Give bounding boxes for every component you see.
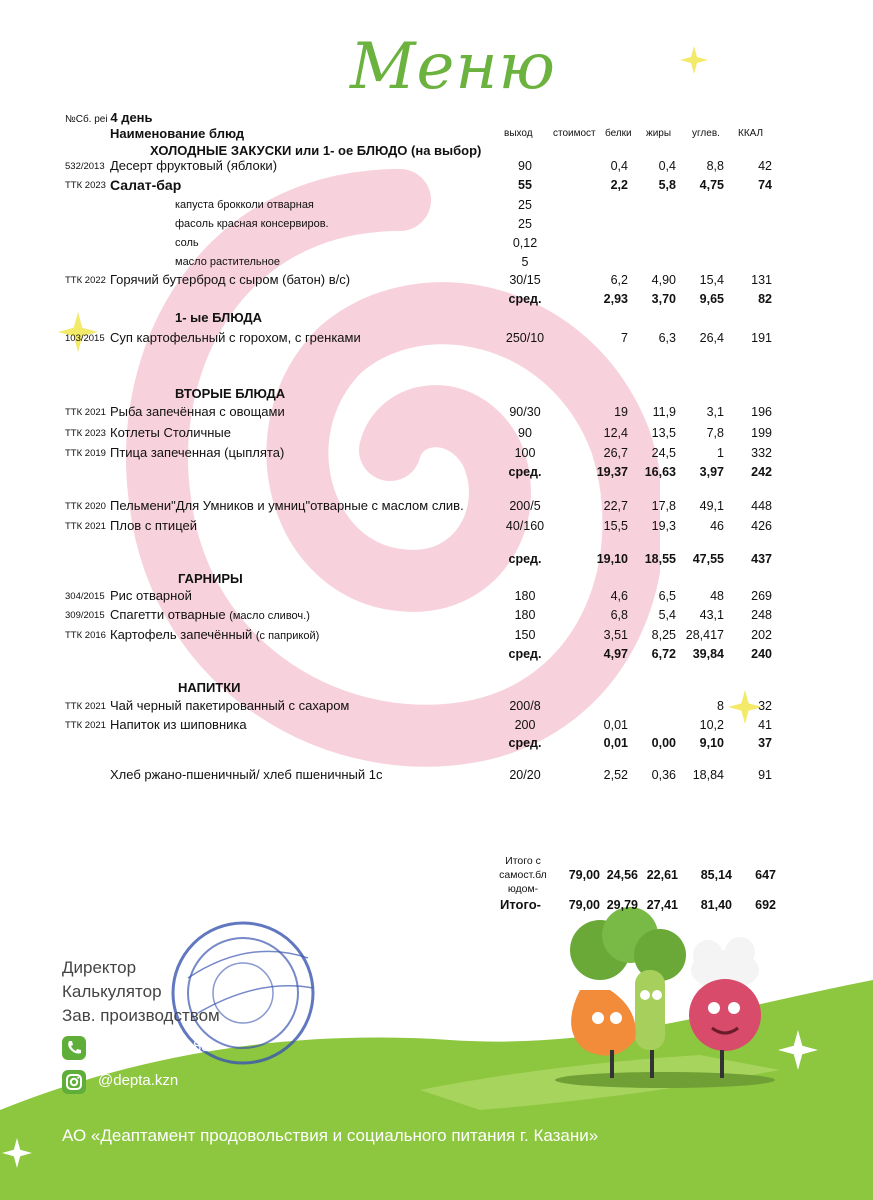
row-protein: 0,4: [610, 159, 628, 173]
sparkle-icon: [680, 46, 708, 74]
row-fat: 4,90: [651, 273, 676, 287]
row-dish-name: Напиток из шиповника: [110, 717, 247, 732]
row-carbs: 4,75: [699, 178, 724, 192]
total1-kcal: 647: [755, 868, 776, 882]
row-carbs: 18,84: [692, 768, 724, 782]
row-dish-name: Чай черный пакетированный с сахаром: [110, 698, 350, 713]
row-code: ТТК 2022: [65, 275, 106, 286]
row-carbs: 3,1: [706, 405, 724, 419]
row-dish-name: Суп картофельный с горохом, с гренками: [110, 330, 361, 345]
instagram-icon: [62, 1070, 86, 1094]
row-carbs: 10,2: [699, 718, 724, 732]
row-fat: 6,3: [658, 331, 676, 345]
row-protein: 2,52: [603, 768, 628, 782]
row-fat: 17,8: [651, 499, 676, 513]
phone-icon: [62, 1036, 86, 1060]
doc-number-label: [65, 110, 153, 125]
row-dish-name: [110, 607, 310, 624]
row-kcal: 91: [758, 768, 772, 782]
row-code: 103/2015: [65, 333, 105, 344]
row-fat: 6,5: [658, 589, 676, 603]
row-code: ТТК 2023: [65, 180, 106, 191]
row-code: 309/2015: [65, 610, 105, 621]
row-fat: 5,8: [658, 178, 676, 192]
row-fat: 8,25: [651, 628, 676, 642]
header-fat: жиры: [646, 128, 672, 139]
header-protein: белки: [605, 128, 632, 139]
row-protein: 2,93: [603, 292, 628, 306]
row-code: ТТК 2019: [65, 448, 106, 459]
row-output: 40/160: [505, 519, 545, 533]
row-kcal: 332: [751, 446, 772, 460]
row-fat: 0,00: [651, 736, 676, 750]
total2-protein: 29,79: [606, 898, 638, 912]
row-output: 150: [514, 628, 536, 642]
row-fat: 19,3: [651, 519, 676, 533]
row-code: ТТК 2021: [65, 720, 106, 731]
row-protein: 19,37: [596, 465, 628, 479]
row-dish-note: (с паприкой): [255, 630, 320, 642]
row-dish-name: Птица запеченная (цыплята): [110, 445, 285, 460]
row-kcal: 448: [751, 499, 772, 513]
row-protein: 22,7: [603, 499, 628, 513]
row-output: 250/10: [505, 331, 545, 345]
row-output: 100: [514, 446, 536, 460]
row-output: сред.: [508, 292, 542, 306]
row-dish-name-text: Спагетти отварные: [110, 607, 226, 622]
row-dish-name: Салат-бар: [110, 177, 182, 193]
row-dish-name: Рис отварной: [110, 588, 192, 603]
row-protein: 12,4: [603, 426, 628, 440]
section-second-courses: ВТОРЫЕ БЛЮДА: [175, 386, 286, 401]
row-carbs: 8: [717, 699, 724, 713]
totals-label-line: юдом-: [507, 883, 539, 895]
row-kcal: 32: [758, 699, 772, 713]
row-protein: 7: [621, 331, 628, 345]
row-output: 30/15: [509, 273, 541, 287]
row-dish-name: Плов с птицей: [110, 518, 197, 533]
row-fat: 16,63: [644, 465, 676, 479]
row-protein: 0,01: [603, 736, 628, 750]
row-kcal: 426: [751, 519, 772, 533]
header-carbs: углев.: [692, 128, 720, 139]
row-output: сред.: [508, 736, 542, 750]
row-output: 90/30: [509, 405, 541, 419]
row-output: 25: [518, 198, 532, 212]
section-cold-appetizers: ХОЛОДНЫЕ ЗАКУСКИ или 1- ое БЛЮДО (на выбор): [150, 143, 482, 158]
row-fat: 5,4: [658, 608, 676, 622]
row-kcal: 437: [751, 552, 772, 566]
row-fat: 13,5: [651, 426, 676, 440]
row-dish-name: Пельмени"Для Умников и умниц"отварные с маслом слив.: [110, 498, 464, 513]
row-output: 200/5: [509, 499, 541, 513]
total2-cost: 79,00: [568, 898, 600, 912]
row-carbs: 49,1: [699, 499, 724, 513]
row-protein: 4,97: [603, 647, 628, 661]
row-output: 180: [514, 589, 536, 603]
row-dish-name: фасоль красная консервиров.: [175, 218, 329, 230]
total1-carbs: 85,14: [700, 868, 732, 882]
row-dish-name: масло растительное: [175, 256, 280, 268]
row-output: 90: [518, 426, 532, 440]
row-protein: 4,6: [610, 589, 628, 603]
header-cost: стоимост: [553, 128, 596, 139]
row-carbs: 43,1: [699, 608, 724, 622]
row-output: 90: [518, 159, 532, 173]
total1-fat: 22,61: [646, 868, 678, 882]
role-production-manager: Зав. производством: [62, 1006, 220, 1025]
section-first-courses: 1- ые БЛЮДА: [175, 310, 262, 325]
row-protein: 2,2: [610, 178, 628, 192]
row-carbs: 39,84: [692, 647, 724, 661]
totals-label: Итого-: [500, 897, 541, 912]
row-dish-name: Хлеб ржано-пшеничный/ хлеб пшеничный 1с: [110, 767, 383, 782]
page-title: Меню: [350, 30, 556, 104]
row-fat: 6,72: [651, 647, 676, 661]
row-protein: 19,10: [596, 552, 628, 566]
row-code: ТТК 2021: [65, 521, 106, 532]
header-name: Наименование блюд: [110, 126, 245, 141]
row-kcal: 42: [758, 159, 772, 173]
row-protein: 6,2: [610, 273, 628, 287]
doc-number-label-text: №Сб. реі: [65, 114, 108, 125]
row-dish-name: Десерт фруктовый (яблоки): [110, 158, 278, 173]
row-code: ТТК 2020: [65, 501, 106, 512]
row-dish-name: Горячий бутерброд с сыром (батон) в/с): [110, 272, 351, 287]
row-output: 55: [518, 178, 532, 192]
total2-carbs: 81,40: [700, 898, 732, 912]
header-output: выход: [504, 128, 533, 139]
row-carbs: 28,417: [685, 628, 724, 642]
row-output: 5: [521, 255, 529, 269]
section-drinks: НАПИТКИ: [178, 680, 241, 695]
total2-kcal: 692: [755, 898, 776, 912]
row-dish-name: капуста брокколи отварная: [175, 199, 314, 211]
phone-number[interactable]: 8(800)234-33-88: [98, 1038, 210, 1055]
row-dish-name: Рыба запечённая с овощами: [110, 404, 285, 419]
row-dish-name: Котлеты Столичные: [110, 425, 231, 440]
row-protein: 6,8: [610, 608, 628, 622]
row-carbs: 46: [710, 519, 724, 533]
role-calculator: Калькулятор: [62, 982, 162, 1001]
totals-label-line: самост.бл: [499, 869, 547, 881]
row-carbs: 3,97: [699, 465, 724, 479]
row-output: 200: [514, 718, 536, 732]
row-protein: 26,7: [603, 446, 628, 460]
row-kcal: 196: [751, 405, 772, 419]
row-protein: 19: [614, 405, 628, 419]
row-fat: 0,4: [658, 159, 676, 173]
row-kcal: 240: [751, 647, 772, 661]
sparkle-icon: [2, 1138, 32, 1168]
row-kcal: 269: [751, 589, 772, 603]
row-kcal: 191: [751, 331, 772, 345]
row-fat: 24,5: [651, 446, 676, 460]
row-code: ТТК 2016: [65, 630, 106, 641]
row-carbs: 48: [710, 589, 724, 603]
row-code: ТТК 2021: [65, 407, 106, 418]
row-carbs: 8,8: [706, 159, 724, 173]
row-output: сред.: [508, 647, 542, 661]
row-protein: 3,51: [603, 628, 628, 642]
row-output: 200/8: [509, 699, 541, 713]
row-dish-name-text: Картофель запечённый: [110, 627, 253, 642]
role-director: Директор: [62, 958, 137, 977]
vegetable-characters-illustration: [540, 900, 790, 1090]
row-kcal: 41: [758, 718, 772, 732]
row-dish-note: (масло сливоч.): [229, 610, 310, 622]
row-dish-name: соль: [175, 237, 199, 249]
row-code: 532/2013: [65, 161, 105, 172]
total2-fat: 27,41: [646, 898, 678, 912]
row-kcal: 74: [758, 178, 772, 192]
day-label: 4 день: [110, 110, 153, 125]
total1-protein: 24,56: [606, 868, 638, 882]
row-dish-name: [110, 627, 319, 644]
totals-label-with-own-dish: [496, 854, 550, 896]
section-garnish: ГАРНИРЫ: [178, 571, 243, 586]
header-kcal: ККАЛ: [738, 128, 764, 139]
row-fat: 18,55: [644, 552, 676, 566]
row-kcal: 242: [751, 465, 772, 479]
row-protein: 0,01: [603, 718, 628, 732]
row-kcal: 248: [751, 608, 772, 622]
row-kcal: 202: [751, 628, 772, 642]
row-code: ТТК 2023: [65, 428, 106, 439]
row-code: 304/2015: [65, 591, 105, 602]
instagram-handle[interactable]: @depta.kzn: [98, 1072, 179, 1089]
row-carbs: 15,4: [699, 273, 724, 287]
row-code: ТТК 2021: [65, 701, 106, 712]
row-output: 180: [514, 608, 536, 622]
row-kcal: 199: [751, 426, 772, 440]
row-carbs: 7,8: [706, 426, 724, 440]
row-output: сред.: [508, 465, 542, 479]
row-fat: 0,36: [651, 768, 676, 782]
row-output: 25: [518, 217, 532, 231]
row-kcal: 131: [751, 273, 772, 287]
row-output: 20/20: [509, 768, 541, 782]
row-carbs: 47,55: [692, 552, 724, 566]
row-fat: 11,9: [652, 405, 676, 419]
row-carbs: 1: [717, 446, 724, 460]
total1-cost: 79,00: [568, 868, 600, 882]
row-kcal: 37: [758, 736, 772, 750]
totals-label-line: Итого с: [505, 855, 541, 867]
row-protein: 15,5: [603, 519, 628, 533]
row-carbs: 9,65: [699, 292, 724, 306]
row-output: 0,12: [512, 236, 538, 250]
row-carbs: 9,10: [699, 736, 724, 750]
row-fat: 3,70: [651, 292, 676, 306]
row-output: сред.: [508, 552, 542, 566]
row-kcal: 82: [758, 292, 772, 306]
row-carbs: 26,4: [699, 331, 724, 345]
company-name: АО «Деаптамент продовольствия и социального питания г. Казани»: [62, 1126, 599, 1145]
